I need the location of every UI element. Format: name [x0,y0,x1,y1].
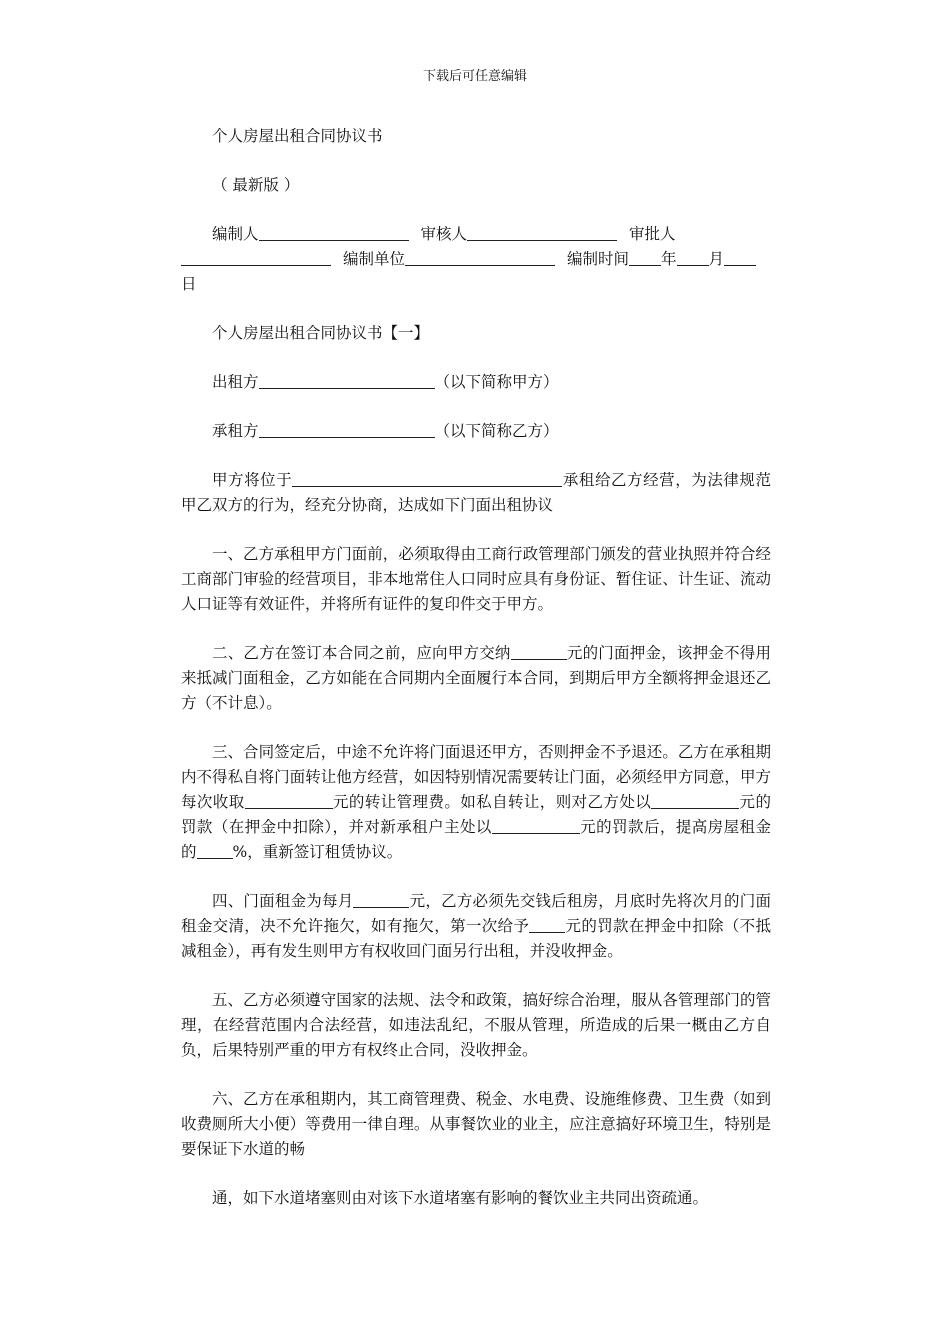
day-blank [724,247,756,266]
document-body [181,124,771,1235]
reviewer-label: 审核人 [420,225,468,243]
approver-label: 审批人 [629,225,676,243]
clause-3-text-e: %，重新签订租赁协议。 [232,843,403,861]
intro-text-a: 甲方将位于 [212,471,293,489]
lessor-blank [259,370,435,389]
unit-label: 编制单位 [343,250,406,268]
clause-2-text-b: 元的门面押金，该押金不得用来抵减门面租金，乙方如能在合同期内全面履行本合同，到期后甲方全额将押金退还乙方（不计息）。 [181,644,771,712]
clause-3 [181,740,771,865]
clause-5: 五、乙方必须遵守国家的法规、法令和政策，搞好综合治理，服从各管理部门的管理，在经营范围内合法经营，如违法乱纪，不服从管理，所造成的后果一概由乙方自负，后果特别严重的甲方有权终止合同，没收押金。 [181,991,771,1059]
reviewer-blank [467,222,617,241]
approver-blank [181,247,331,266]
location-blank [292,468,562,487]
lessee-suffix: （以下简称乙方） [434,422,559,440]
fine-blank-1 [651,790,739,809]
day-label: 日 [181,275,197,293]
transfer-fee-blank [245,790,333,809]
clause-2 [181,641,771,716]
month-label: 月 [708,250,725,268]
sign-block [181,222,771,297]
lessor-label: 出租方 [212,373,259,391]
clause-6: 六、乙方在承租期内，其工商管理费、税金、水电费、设施维修费、卫生费（如到收费厕所大小便）等费用一律自理。从事餐饮业的业主，应注意搞好环境卫生，特别是要保证下水道的畅 [181,1090,771,1158]
year-label: 年 [661,250,677,268]
lessee-line [181,419,771,444]
lessee-label: 承租方 [212,422,259,440]
clause-4-text-a: 四、门面租金为每月 [212,892,354,910]
clause-4 [181,889,771,964]
clause-3-text-c: 元的罚款（在押金中扣除），并对新承租户主处以 [181,793,771,836]
lessor-suffix: （以下简称甲方） [434,373,559,391]
late-fine-blank [529,914,565,933]
clause-3-text-d: 元的罚款后，提高房屋租金的 [181,818,771,861]
deposit-blank [511,641,567,660]
clause-1: 一、乙方承租甲方门面前，必须取得由工商行政管理部门颁发的营业执照并符合经工商部门审验的经营项目，非本地常住人口同时应具有身份证、暂住证、计生证、流动人口证等有效证件，并将所有证件的复印件交于甲方。 [181,545,771,613]
doc-edition: （ 最新版 ） [212,176,300,194]
header-note: 下载后可任意编辑 [422,69,527,84]
clause-4-text-c: 元的罚款在押金中扣除（不抵减租金），再有发生则甲方有权收回门面另行出租，并没收押金。 [181,917,771,960]
month-blank [677,247,709,266]
lessee-blank [259,419,435,438]
unit-blank [405,247,555,266]
doc-title: 个人房屋出租合同协议书 [212,127,383,145]
intro-text-b: 承租给乙方经营，为法律规范甲乙双方的行为，经充分协商，达成如下门面出租协议 [181,471,771,514]
fine-blank-2 [492,815,580,834]
lessor-line [181,370,771,395]
compiler-label: 编制人 [212,225,259,243]
year-blank [629,247,661,266]
clause-3-text-b: 元的转让管理费。如私自转让，则对乙方处以 [332,793,652,811]
clause-2-text-a: 二、乙方在签订本合同之前，应向甲方交纳 [212,644,511,662]
monthly-rent-blank [353,889,409,908]
compiler-blank [259,222,409,241]
clause-4-text-b: 元，乙方必须先交钱后租房，月底时先将次月的门面租金交清，决不允许拖欠，如有拖欠，第一次给予 [181,892,771,935]
time-label: 编制时间 [567,250,630,268]
clause-6-continued: 通，如下水道堵塞则由对该下水道堵塞有影响的餐饮业主共同出资疏通。 [212,1189,709,1207]
clause-3-text-a: 三、合同签定后，中途不允许将门面退还甲方，否则押金不予退还。乙方在承租期内不得私自将门面转让他方经营，如因特别情况需要转让门面，必须经甲方同意，甲方每次收取 [181,743,771,811]
rent-increase-blank [197,840,233,859]
section-title: 个人房屋出租合同协议书【一】 [212,324,430,342]
intro-paragraph [181,468,771,518]
